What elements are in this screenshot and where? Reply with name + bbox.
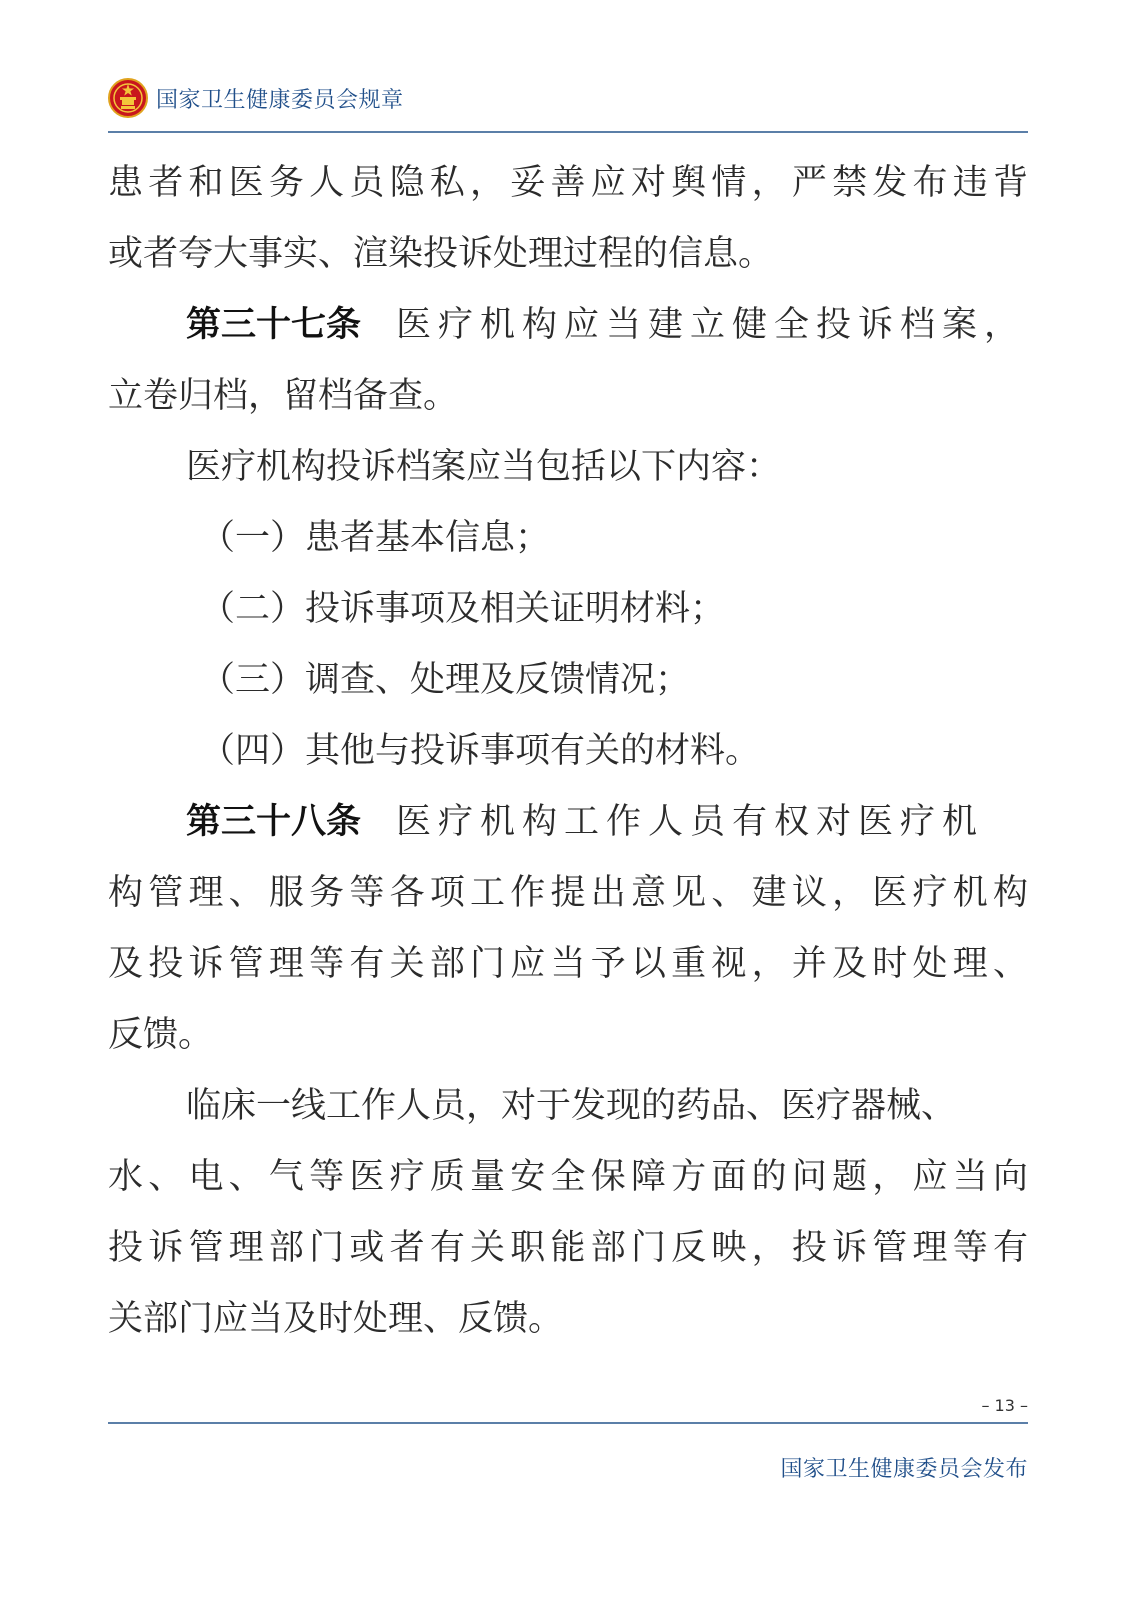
body-line: 构管理、服务等各项工作提出意见、建议，医疗机构 [108,873,1028,913]
footer-divider [108,1422,1028,1424]
page-header [108,76,1028,120]
document-body [108,148,1028,1355]
list-item: （一）患者基本信息； [200,518,551,558]
body-line: 或者夸大事实、渲染投诉处理过程的信息。 [108,234,774,274]
body-line: 及投诉管理等有关部门应当予以重视，并及时处理、 [108,944,1028,984]
article-38-heading: 第三十八条 [186,802,362,842]
body-line: 关部门应当及时处理、反馈。 [108,1299,564,1339]
article-38-text: 医疗机构工作人员有权对医疗机 [396,802,985,842]
body-line: 水、电、气等医疗质量安全保障方面的问题，应当向 [108,1157,1028,1197]
article-37-heading: 第三十七条 [186,305,362,345]
body-line: 投诉管理部门或者有关职能部门反映，投诉管理等有 [108,1228,1028,1268]
page-number: – 13 – [981,1396,1028,1415]
body-line: 临床一线工作人员，对于发现的药品、医疗器械、 [186,1086,957,1126]
article-37-text: 医疗机构应当建立健全投诉档案， [396,305,1027,345]
body-line: 立卷归档，留档备查。 [108,376,459,416]
body-line: 反馈。 [108,1015,214,1055]
article-38-line [108,787,1028,858]
article-37-line [108,290,1028,361]
list-item: （二）投诉事项及相关证明材料； [200,589,726,629]
list-item: （三）调查、处理及反馈情况； [200,660,691,700]
list-item: （四）其他与投诉事项有关的材料。 [200,731,761,771]
national-emblem-icon [108,78,148,118]
body-line: 患者和医务人员隐私，妥善应对舆情，严禁发布违背 [108,163,1028,203]
header-title: 国家卫生健康委员会规章 [156,87,404,113]
footer-publisher: 国家卫生健康委员会发布 [780,1457,1028,1482]
header-divider [108,131,1028,133]
body-line: 医疗机构投诉档案应当包括以下内容： [186,447,782,487]
